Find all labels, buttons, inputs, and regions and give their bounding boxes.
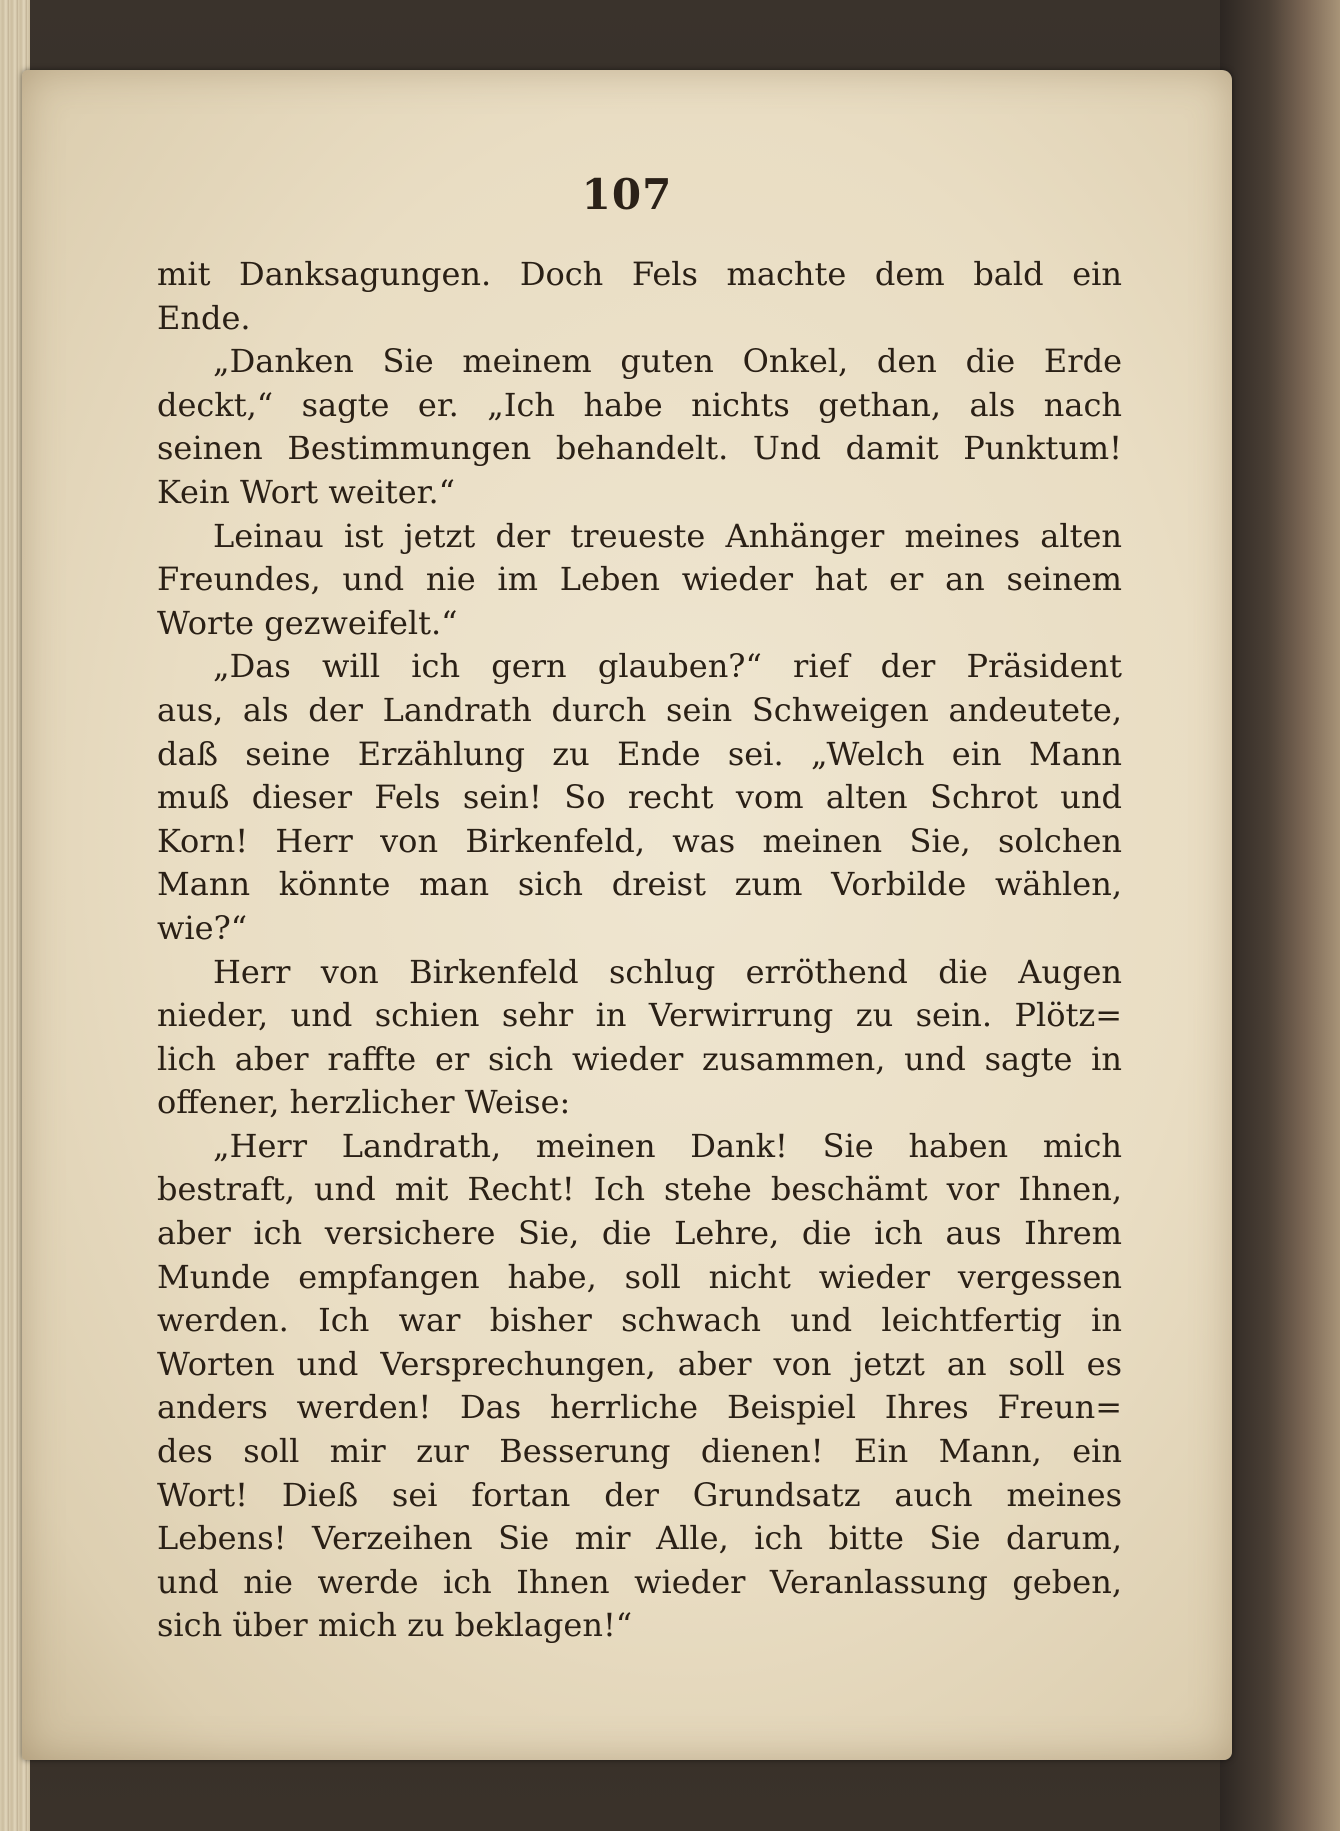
text-line: anders werden! Das herrliche Beispiel Ihres Freun=	[157, 1388, 1122, 1427]
text-line: daß seine Erzählung zu Ende sei. „Welch ein Mann	[157, 734, 1122, 773]
text-line: „Das will ich gern glauben?“ rief der Präsident	[213, 647, 1122, 686]
text-line: Freundes, und nie im Leben wieder hat er an seinem	[157, 560, 1122, 599]
text-line: seinen Bestimmungen behandelt. Und damit Punktum!	[157, 429, 1122, 468]
page-number: 107	[581, 170, 673, 219]
text-line: Wort! Dieß sei fortan der Grundsatz auch meines	[157, 1475, 1122, 1514]
text-line: und nie werde ich Ihnen wieder Veranlassung geben,	[157, 1562, 1122, 1601]
book-cover-edge	[1220, 0, 1340, 1831]
text-line: bestraft, und mit Recht! Ich stehe beschämt vor Ihnen,	[157, 1170, 1122, 1209]
text-line: „Danken Sie meinem guten Onkel, den die Erde	[213, 342, 1122, 381]
text-line: sich über mich zu beklagen!“	[157, 1606, 633, 1645]
text-line: nieder, und schien sehr in Verwirrung zu sein. Plötz=	[157, 996, 1122, 1035]
book-page	[22, 70, 1232, 1760]
body-text	[157, 253, 1122, 1648]
text-line: werden. Ich war bisher schwach und leichtfertig in	[157, 1301, 1122, 1340]
text-line: aus, als der Landrath durch sein Schweigen andeutete,	[157, 690, 1122, 729]
text-line: Munde empfangen habe, soll nicht wieder vergessen	[157, 1257, 1122, 1296]
text-line: „Herr Landrath, meinen Dank! Sie haben mich	[213, 1126, 1122, 1165]
text-line: mit Danksagungen. Doch Fels machte dem bald ein	[157, 255, 1122, 293]
text-line: deckt,“ sagte er. „Ich habe nichts gethan, als nach	[157, 385, 1122, 424]
text-line: Mann könnte man sich dreist zum Vorbilde wählen,	[157, 865, 1122, 904]
text-line: Kein Wort weiter.“	[157, 472, 455, 511]
text-line: Worte gezweifelt.“	[157, 603, 458, 642]
text-line: des soll mir zur Besserung dienen! Ein Mann, ein	[157, 1432, 1122, 1471]
text-line: Korn! Herr von Birkenfeld, was meinen Sie, solchen	[157, 821, 1122, 860]
text-line: Leinau ist jetzt der treueste Anhänger meines alten	[213, 516, 1122, 555]
text-line: wie?“	[157, 908, 248, 947]
text-line: Lebens! Verzeihen Sie mir Alle, ich bitte Sie darum,	[157, 1519, 1122, 1558]
text-line: offener, herzlicher Weise:	[157, 1083, 571, 1122]
text-line: Herr von Birkenfeld schlug erröthend die Augen	[213, 952, 1122, 991]
text-line: Ende.	[157, 298, 251, 337]
text-line: lich aber raffte er sich wieder zusammen, und sagte in	[157, 1039, 1122, 1078]
text-line: muß dieser Fels sein! So recht vom alten Schrot und	[157, 778, 1122, 817]
text-line: aber ich versichere Sie, die Lehre, die ich aus Ihrem	[157, 1214, 1122, 1253]
text-line: Worten und Versprechungen, aber von jetzt an soll es	[157, 1344, 1122, 1383]
